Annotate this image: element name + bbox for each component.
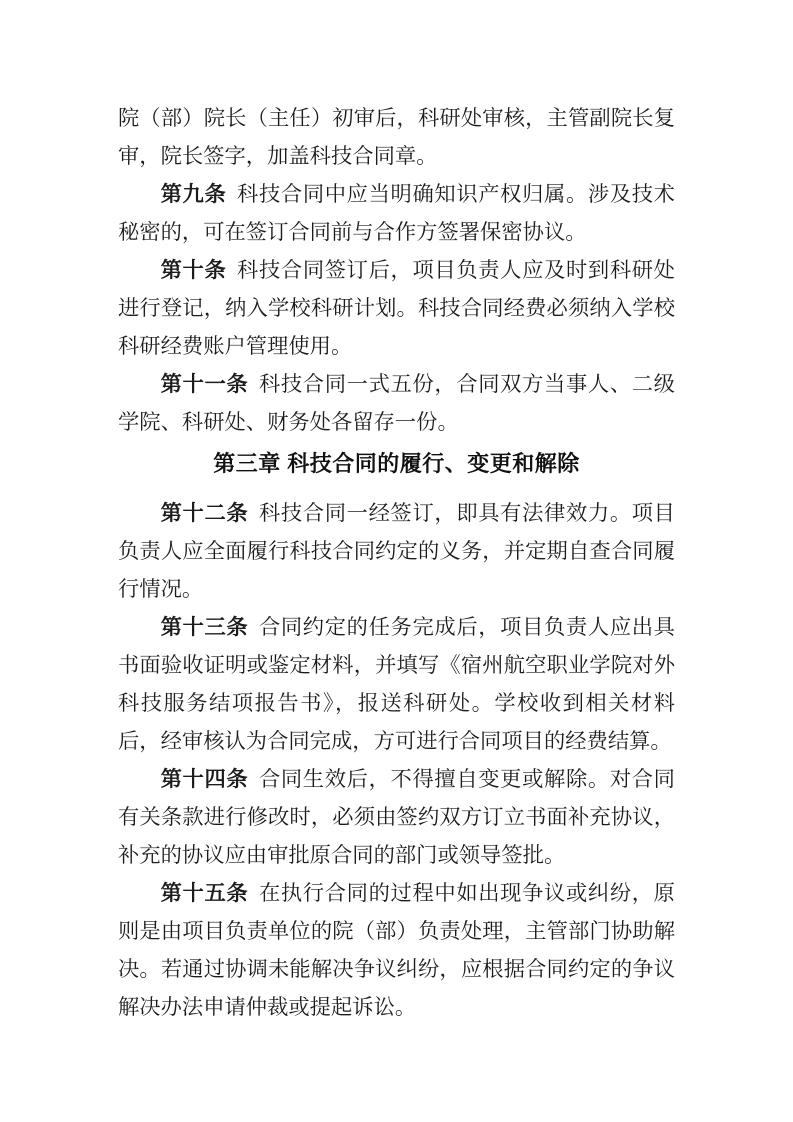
article-paragraph <box>118 251 675 365</box>
paragraph-text: 在执行合同的过程中如出现争议或纠纷，原则是由项目负责单位的院（部）负责处理，主管部门协助解决。若通过协调未能解决争议纠纷，应根据合同约定的争议解决办法申请仲裁或提起诉讼。 <box>118 881 675 1019</box>
article-number: 第十条 <box>160 258 227 282</box>
article-paragraph <box>118 365 675 441</box>
article-number: 第十三条 <box>160 615 249 639</box>
article-paragraph <box>118 175 675 251</box>
article-paragraph <box>118 494 675 608</box>
paragraph-text: 科技合同一经签订，即具有法律效力。项目负责人应全面履行科技合同约定的义务，并定期自查合同履行情况。 <box>118 501 675 601</box>
article-number: 第十四条 <box>160 767 249 791</box>
article-number: 第十五条 <box>160 881 249 905</box>
chapter-heading: 第三章 科技合同的履行、变更和解除 <box>213 451 580 476</box>
paragraph-text: 科技合同一式五份，合同双方当事人、二级学院、科研处、财务处各留存一份。 <box>118 372 675 434</box>
paragraph-text: 院（部）院长（主任）初审后，科研处审核，主管副院长复审，院长签字，加盖科技合同章。 <box>118 106 675 168</box>
paragraph-text: 科技合同中应当明确知识产权归属。涉及技术秘密的，可在签订合同前与合作方签署保密协议。 <box>118 182 675 244</box>
paragraph-text: 科技合同签订后，项目负责人应及时到科研处进行登记，纳入学校科研计划。科技合同经费必须纳入学校科研经费账户管理使用。 <box>118 258 675 358</box>
paragraph-text: 合同约定的任务完成后，项目负责人应出具书面验收证明或鉴定材料，并填写《宿州航空职业学院对外科技服务结项报告书》，报送科研处。学校收到相关材料后，经审核认为合同完成，方可进行合同项目的经费结算。 <box>118 615 675 753</box>
paragraph-text: 合同生效后，不得擅自变更或解除。对合同有关条款进行修改时，必须由签约双方订立书面补充协议，补充的协议应由审批原合同的部门或领导签批。 <box>118 767 675 867</box>
article-paragraph <box>118 608 675 760</box>
article-paragraph <box>118 760 675 874</box>
article-number: 第十一条 <box>160 372 249 396</box>
article-number: 第十二条 <box>160 501 249 525</box>
article-number: 第九条 <box>160 182 227 206</box>
continuation-paragraph <box>118 99 675 175</box>
article-paragraph <box>118 874 675 1026</box>
